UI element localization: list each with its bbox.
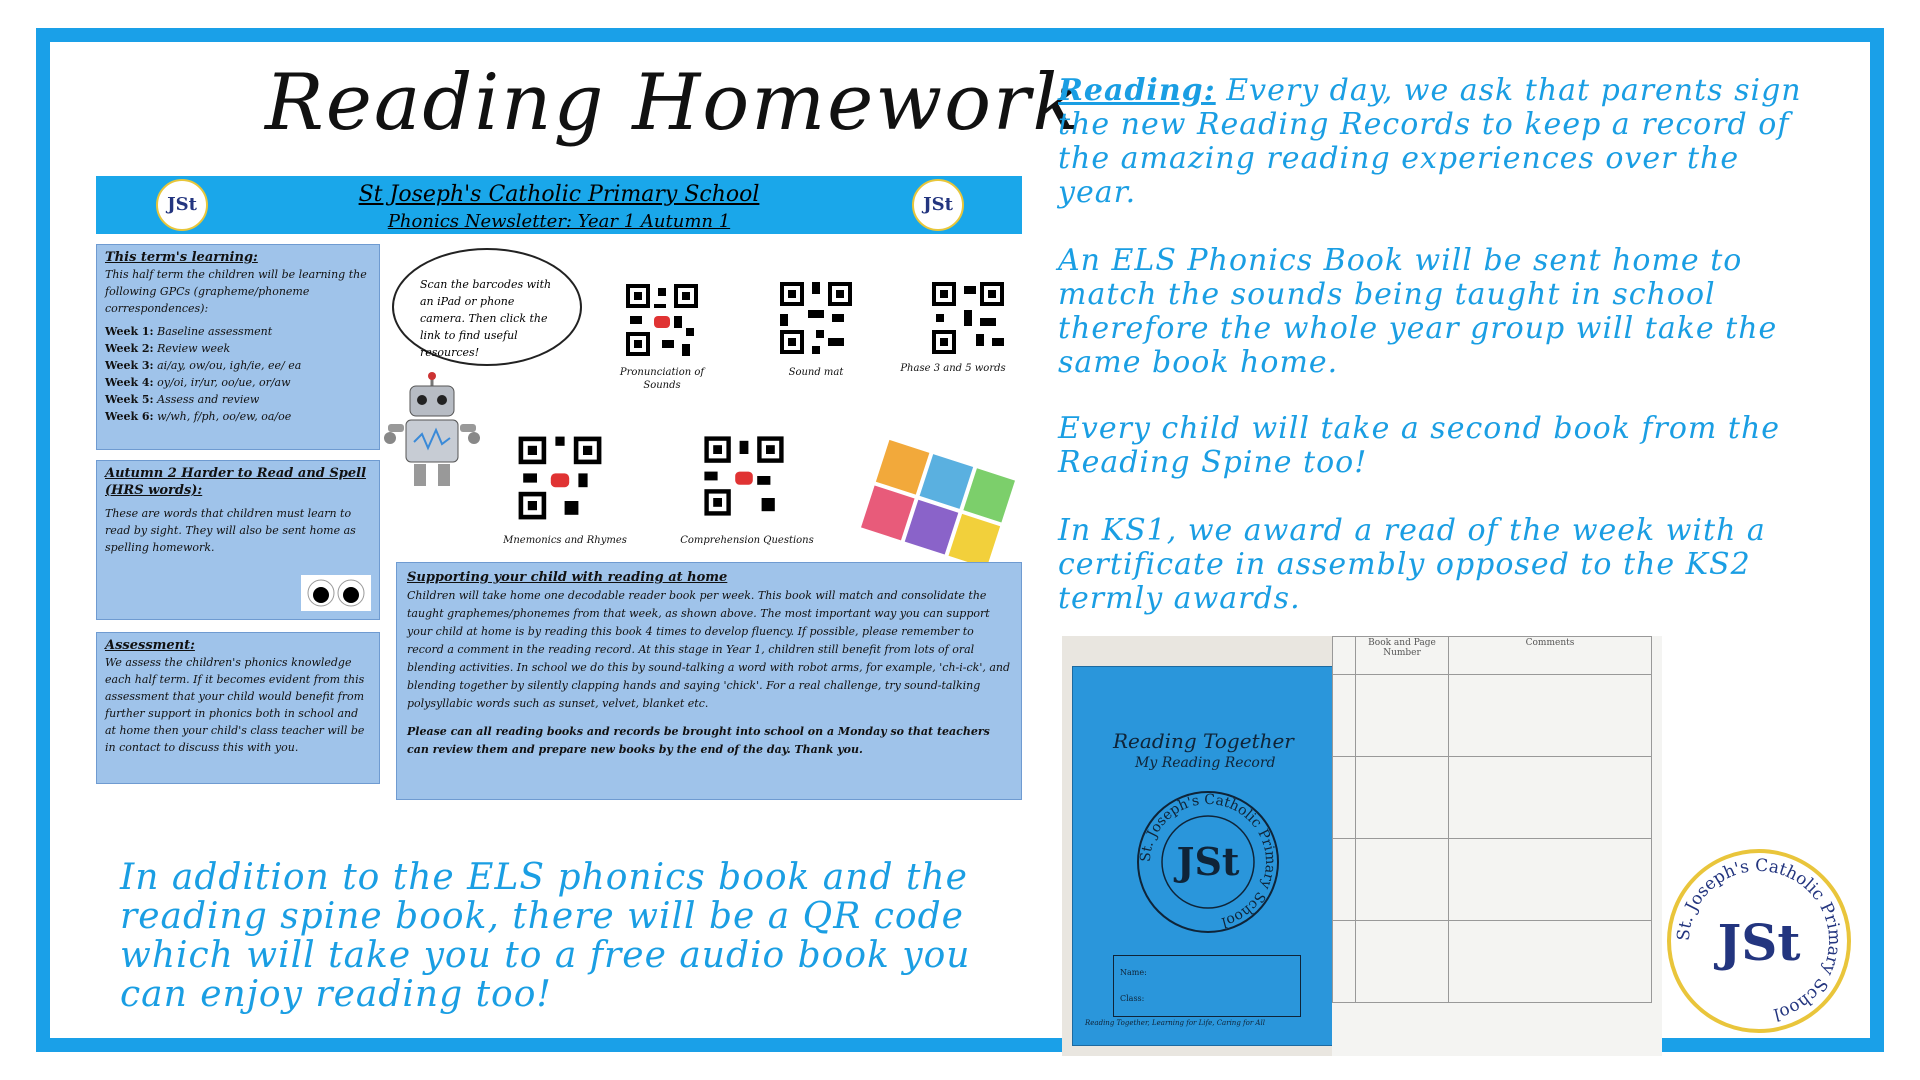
qr-code-icon[interactable] (928, 278, 1008, 358)
school-seal-icon (1133, 787, 1283, 937)
qr-code-icon[interactable] (700, 432, 788, 520)
qr-code-icon[interactable] (514, 432, 606, 524)
qr-label: Sound mat (788, 367, 844, 378)
name-class-box (1113, 955, 1301, 1017)
assessment-text: We assess the children's phonics knowledge each half term. If it becomes evident from this assessment that your child would benefit from further support in phonics both in school and at home then your child's class teacher will be in contact to discuss this with you. (105, 656, 365, 754)
seal-text: St. Joseph's Catholic Primary School (1137, 791, 1279, 931)
col-comments: Comments (1449, 637, 1652, 675)
qr-code-icon[interactable] (776, 278, 856, 358)
assessment-heading: Assessment: (105, 638, 195, 653)
qr-label: Pronunciation of Sounds (619, 367, 705, 391)
qr-code-icon[interactable] (622, 280, 702, 360)
books-collage-icon (856, 435, 1020, 573)
week-row: Week 3: ai/ay, ow/ou, igh/ie, ee/ ea (105, 359, 302, 372)
hrs-heading: Autumn 2 Harder to Read and Spell (HRS words): (105, 466, 367, 498)
supporting-heading: Supporting your child with reading at home (407, 570, 728, 585)
supporting-text: Children will take home one decodable reader book per week. This book will match and consolidate the taught graphemes/phonemes from that week, as shown above. The most important way you can support your child at home is by reading this book 4 times to develop fluency. If possible, please remember to record a comment in the reading record. At this stage in Year 1, children still benefit from lots of oral blending activities. In school we do this by sound-talking a word with robot arms, for example, 'ch-i-ck', and blending together by silently clapping hands and saying 'chick'. For a real challenge, try sound-talking polysyllabic words such as sunset, velvet, blanket etc. (407, 589, 1011, 710)
qr-label: Comprehension Questions (680, 535, 814, 546)
qr-label: Mnemonics and Rhymes (503, 535, 627, 546)
terms-learning-heading: This term's learning: (105, 250, 258, 265)
reading-record-cover (1072, 666, 1334, 1046)
hrs-text: These are words that children must learn to read by sight. They will also be sent home as spelling homework. (105, 507, 356, 554)
week-row: Week 1: Baseline assessment (105, 325, 273, 338)
class-label: Class: (1120, 994, 1145, 1003)
week-row: Week 2: Review week (105, 342, 231, 355)
newsletter-header (96, 176, 1022, 234)
school-logo-icon: JSt (156, 179, 208, 231)
reading-record-pages (1332, 636, 1662, 1056)
col-book-page: Book and Page Number (1356, 637, 1449, 675)
reading-record-photo (1062, 636, 1662, 1056)
logo-ring-text: St. Joseph's Catholic Primary School (1673, 855, 1845, 1025)
reading-text: Every day, we ask that parents sign the new Reading Records to keep a record of the amazing reading experiences over the year. (1058, 73, 1802, 210)
record-subtitle: My Reading Record (1135, 755, 1276, 771)
svg-text:JSt: JSt (1176, 839, 1240, 884)
els-paragraph: An ELS Phonics Book will be sent home to match the sounds being taught in school therefore the whole year group will take the same book home. (1058, 243, 1778, 380)
phonics-newsletter (96, 176, 1022, 804)
audio-book-paragraph: In addition to the ELS phonics book and the reading spine book, there will be a QR code which will take you to a free audio book you can enjoy reading too! (120, 857, 971, 1015)
hrs-panel (96, 460, 380, 620)
svg-text:JSt: JSt (1717, 913, 1801, 972)
ks1-paragraph: In KS1, we award a read of the week with a certificate in assembly opposed to the KS2 termly awards. (1058, 513, 1766, 616)
name-label: Name: (1120, 968, 1147, 977)
record-footer: Reading Together, Learning for Life, Caring for All (1085, 1019, 1265, 1027)
reading-label: Reading: (1058, 73, 1216, 108)
robot-icon (382, 372, 482, 492)
reading-paragraph (1058, 74, 1818, 210)
qr-label: Phase 3 and 5 words (900, 363, 1006, 374)
school-logo-icon (1666, 848, 1852, 1034)
school-logo-icon: JSt (912, 179, 964, 231)
terms-learning-intro: This half term the children will be learning the following GPCs (grapheme/phoneme correspondences): (105, 268, 367, 315)
speech-bubble: Scan the barcodes with an iPad or phone camera. Then click the link to find useful resources! (392, 248, 582, 366)
supporting-panel (396, 562, 1022, 800)
page-title: Reading Homework (265, 58, 1082, 148)
assessment-panel (96, 632, 380, 784)
terms-learning-panel (96, 244, 380, 450)
record-title: Reading Together (1113, 729, 1294, 753)
week-row: Week 4: oy/oi, ir/ur, oo/ue, or/aw (105, 376, 291, 389)
newsletter-school: St Joseph's Catholic Primary School (358, 182, 760, 207)
newsletter-subtitle: Phonics Newsletter: Year 1 Autumn 1 (387, 211, 731, 232)
googly-eyes-icon (301, 575, 371, 611)
supporting-note: Please can all reading books and records be brought into school on a Monday so that teachers can review them and prepare new books by the end of the day. Thank you. (407, 725, 990, 756)
reading-spine-paragraph: Every child will take a second book from the Reading Spine too! (1058, 411, 1781, 480)
week-row: Week 6: w/wh, f/ph, oo/ew, oa/oe (105, 410, 292, 423)
week-row: Week 5: Assess and review (105, 393, 260, 406)
